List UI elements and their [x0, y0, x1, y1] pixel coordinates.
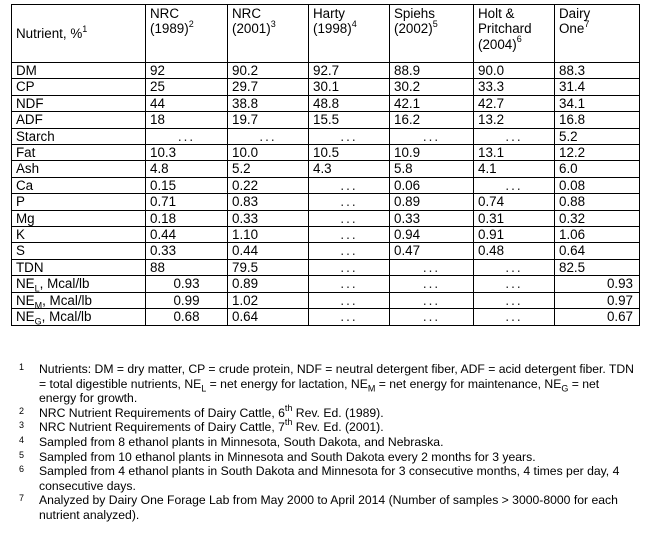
table-row	[12, 112, 640, 128]
table-row	[12, 161, 640, 177]
nutrient-header-footnote-ref: 1	[82, 23, 88, 34]
nutrient-unit: , Mcal/lb	[41, 309, 92, 325]
value-cell: 0.99	[146, 292, 228, 308]
footnote-text-segment: = net energy for growth.	[39, 376, 600, 406]
value-cell: 0.93	[146, 276, 228, 292]
value-cell: ...	[474, 276, 555, 292]
nutrient-name-cell	[12, 227, 146, 243]
value-cell: ...	[309, 227, 390, 243]
footnote-text	[39, 402, 639, 421]
nutrient-name: NE	[16, 276, 35, 292]
source-footnote-ref: 4	[351, 18, 357, 29]
table-row	[12, 227, 640, 243]
footnote	[11, 493, 639, 522]
value-cell: 4.1	[474, 161, 555, 177]
value-cell: 92.7	[309, 63, 390, 79]
value-cell: 10.5	[309, 145, 390, 161]
nutrient-name: NE	[16, 292, 35, 308]
value-cell: 0.83	[228, 194, 309, 210]
value-cell: 0.93	[555, 276, 640, 292]
value-cell: 18	[146, 112, 228, 128]
nutrient-name-cell	[12, 309, 146, 325]
source-header-line: NRC	[150, 6, 180, 21]
value-cell: 42.7	[474, 95, 555, 111]
value-cell: 12.2	[555, 145, 640, 161]
value-cell: 0.89	[228, 276, 309, 292]
value-cell: ...	[474, 259, 555, 275]
value-cell: 29.7	[228, 79, 309, 95]
value-cell: ...	[390, 309, 474, 325]
value-cell: 1.02	[228, 292, 309, 308]
nutrient-name-cell	[12, 63, 146, 79]
value-cell: 92	[146, 63, 228, 79]
value-cell: 88	[146, 259, 228, 275]
nutrient-name-cell	[12, 210, 146, 226]
source-footnote-ref: 7	[584, 18, 590, 29]
nutrient-header-label: Nutrient, %	[16, 26, 83, 42]
value-cell: ...	[474, 309, 555, 325]
value-cell: 42.1	[390, 95, 474, 111]
value-cell: 0.91	[474, 227, 555, 243]
value-cell: 13.1	[474, 145, 555, 161]
footnote-text-segment: G	[561, 383, 569, 394]
nutrient-name: Fat	[16, 145, 36, 161]
source-header-line: Holt &	[478, 6, 515, 21]
value-cell: 5.8	[390, 161, 474, 177]
footnote-number: 4	[19, 434, 25, 445]
footnote-text-segment: Analyzed by Dairy One Forage Lab from May 2000 to April 2014 (Number of samples > 3000-8000 for each nutrient analyzed).	[39, 493, 618, 522]
nutrient-name: P	[16, 194, 25, 210]
value-cell: ...	[146, 128, 228, 144]
table-header-row	[12, 5, 640, 63]
value-cell: 10.0	[228, 145, 309, 161]
value-cell: 31.4	[555, 79, 640, 95]
table-row	[12, 79, 640, 95]
footnote-text-segment: th	[284, 402, 293, 413]
footnote-text	[39, 464, 639, 493]
value-cell: ...	[309, 177, 390, 193]
value-cell: ...	[474, 292, 555, 308]
value-cell: 13.2	[474, 112, 555, 128]
source-header-harty-1998	[309, 5, 390, 63]
table-row	[12, 276, 640, 292]
nutrient-composition-table	[11, 4, 640, 326]
value-cell: 16.2	[390, 112, 474, 128]
footnote-text-segment: M	[367, 383, 376, 394]
table-row	[12, 292, 640, 308]
value-cell: 0.71	[146, 194, 228, 210]
source-header-line: Spiehs	[394, 6, 435, 21]
value-cell: 30.2	[390, 79, 474, 95]
table-row	[12, 210, 640, 226]
value-cell: 0.15	[146, 177, 228, 193]
source-header-line: Harty	[313, 6, 345, 21]
table-row	[12, 309, 640, 325]
footnote	[11, 402, 639, 421]
value-cell: 44	[146, 95, 228, 111]
nutrient-name-cell	[12, 161, 146, 177]
nutrient-table-container	[11, 4, 639, 326]
footnote	[11, 464, 639, 493]
nutrient-name-cell	[12, 243, 146, 259]
footnote-text	[39, 493, 639, 522]
value-cell: 4.8	[146, 161, 228, 177]
value-cell: 5.2	[555, 128, 640, 144]
table-row	[12, 128, 640, 144]
value-cell: 0.44	[146, 227, 228, 243]
value-cell: 6.0	[555, 161, 640, 177]
footnote-number: 5	[19, 449, 25, 460]
nutrient-name: K	[16, 227, 25, 243]
source-header-line: Pritchard	[478, 21, 532, 37]
table-row	[12, 243, 640, 259]
value-cell: 0.97	[555, 292, 640, 308]
value-cell: 82.5	[555, 259, 640, 275]
source-header-nrc-2001	[228, 5, 309, 63]
footnotes	[11, 362, 639, 523]
table-row	[12, 194, 640, 210]
nutrient-name-cell	[12, 276, 146, 292]
value-cell: 0.33	[146, 243, 228, 259]
table-row	[12, 63, 640, 79]
nutrient-name: Ca	[16, 177, 34, 193]
value-cell: 79.5	[228, 259, 309, 275]
footnote	[11, 435, 639, 450]
value-cell: 4.3	[309, 161, 390, 177]
value-cell: ...	[309, 194, 390, 210]
source-header-line: Dairy	[559, 6, 591, 21]
value-cell: ...	[390, 259, 474, 275]
value-cell: 16.8	[555, 112, 640, 128]
source-header-line: One	[559, 21, 585, 37]
value-cell: 88.3	[555, 63, 640, 79]
footnote-text-segment: Sampled from 10 ethanol plants in Minnesota and South Dakota every 2 months for 3 years.	[39, 449, 536, 464]
source-header-line: (2001)	[232, 21, 271, 37]
value-cell: ...	[309, 128, 390, 144]
nutrient-name: Starch	[16, 128, 55, 144]
value-cell: 30.1	[309, 79, 390, 95]
footnote-text-segment: L	[201, 383, 207, 394]
value-cell: 0.48	[474, 243, 555, 259]
nutrient-name-cell	[12, 292, 146, 308]
value-cell: 15.5	[309, 112, 390, 128]
value-cell: 0.47	[390, 243, 474, 259]
value-cell: 5.2	[228, 161, 309, 177]
value-cell: 0.33	[390, 210, 474, 226]
value-cell: 0.06	[390, 177, 474, 193]
footnote-text-segment: Rev. Ed. (2001).	[292, 420, 384, 435]
table-row	[12, 95, 640, 111]
value-cell: 0.88	[555, 194, 640, 210]
nutrient-name-cell	[12, 259, 146, 275]
value-cell: ...	[309, 243, 390, 259]
table-row	[12, 145, 640, 161]
source-header-spiehs-2002	[390, 5, 474, 63]
footnote-text-segment: NRC Nutrient Requirements of Dairy Cattle, 7	[39, 420, 285, 435]
value-cell: 38.8	[228, 95, 309, 111]
source-header-line: (1998)	[313, 21, 352, 37]
value-cell: 0.08	[555, 177, 640, 193]
footnote-text-segment: Nutrients: DM = dry matter, CP = crude protein, NDF = neutral detergent fiber, ADF = acid detergent fiber. TDN = total digestible nutrients, NE	[39, 362, 634, 391]
value-cell: 0.94	[390, 227, 474, 243]
footnote	[11, 450, 639, 465]
source-header-line: (2004)	[478, 36, 517, 52]
footnote-number: 7	[19, 493, 25, 504]
source-header-line: (1989)	[150, 21, 189, 37]
source-footnote-ref: 3	[270, 18, 276, 29]
value-cell: ...	[309, 292, 390, 308]
value-cell: ...	[228, 128, 309, 144]
table-row	[12, 259, 640, 275]
nutrient-name: CP	[16, 79, 35, 95]
value-cell: 90.0	[474, 63, 555, 79]
value-cell: ...	[474, 177, 555, 193]
value-cell: 1.10	[228, 227, 309, 243]
nutrient-name: ADF	[16, 112, 43, 128]
source-header-line: (2002)	[394, 21, 433, 37]
footnote-text-segment: NRC Nutrient Requirements of Dairy Cattle, 6	[39, 405, 285, 420]
value-cell: 90.2	[228, 63, 309, 79]
footnote-text-segment: = net energy for maintenance, NE	[375, 376, 562, 391]
nutrient-name-cell	[12, 95, 146, 111]
value-cell: ...	[309, 210, 390, 226]
nutrient-name-subscript: M	[34, 300, 43, 309]
value-cell: ...	[309, 276, 390, 292]
footnote-number: 1	[19, 362, 25, 372]
source-footnote-ref: 6	[516, 34, 522, 45]
value-cell: 48.8	[309, 95, 390, 111]
nutrient-name: Mg	[16, 210, 35, 226]
value-cell: ...	[309, 259, 390, 275]
source-header-holt-pritchard-2004	[474, 5, 555, 63]
table-body	[12, 63, 640, 326]
value-cell: 0.32	[555, 210, 640, 226]
value-cell: ...	[309, 309, 390, 325]
footnote-number: 3	[19, 420, 25, 431]
nutrient-name-subscript: G	[34, 316, 42, 325]
nutrient-name: Ash	[16, 161, 40, 177]
value-cell: 34.1	[555, 95, 640, 111]
nutrient-unit: , Mcal/lb	[39, 276, 90, 292]
source-header-line: NRC	[232, 6, 262, 21]
nutrient-name-cell	[12, 177, 146, 193]
footnote-text-segment: Rev. Ed. (1989).	[292, 405, 384, 420]
source-footnote-ref: 2	[188, 18, 194, 29]
footnote-number: 6	[19, 464, 25, 475]
footnote-text	[39, 450, 639, 465]
value-cell: ...	[390, 128, 474, 144]
footnote-text	[39, 435, 639, 450]
value-cell: 19.7	[228, 112, 309, 128]
value-cell: 10.3	[146, 145, 228, 161]
value-cell: 88.9	[390, 63, 474, 79]
footnote-text-segment: th	[284, 417, 293, 428]
footnote-text	[39, 362, 639, 406]
value-cell: 0.64	[555, 243, 640, 259]
source-footnote-ref: 5	[432, 18, 438, 29]
value-cell: 0.89	[390, 194, 474, 210]
source-header-dairy-one	[555, 5, 640, 63]
footnote-text-segment: Sampled from 4 ethanol plants in South Dakota and Minnesota for 3 consecutive months, 4 times per day, 4 consecutive days.	[39, 464, 620, 493]
nutrient-name: TDN	[16, 259, 44, 275]
value-cell: 0.67	[555, 309, 640, 325]
nutrient-name-cell	[12, 194, 146, 210]
footnote-text-segment: Sampled from 8 ethanol plants in Minnesota, South Dakota, and Nebraska.	[39, 434, 444, 449]
nutrient-name-cell	[12, 79, 146, 95]
nutrient-name: NE	[16, 309, 35, 325]
value-cell: 0.33	[228, 210, 309, 226]
value-cell: 0.64	[228, 309, 309, 325]
footnote-number: 2	[19, 405, 25, 416]
nutrient-name-cell	[12, 128, 146, 144]
value-cell: 1.06	[555, 227, 640, 243]
nutrient-name-cell	[12, 112, 146, 128]
nutrient-name: NDF	[16, 95, 44, 111]
footnote	[11, 362, 639, 406]
value-cell: ...	[390, 276, 474, 292]
nutrient-unit: , Mcal/lb	[42, 292, 92, 308]
nutrient-name: S	[16, 243, 25, 259]
nutrient-name-subscript: L	[34, 283, 40, 293]
value-cell: 0.22	[228, 177, 309, 193]
value-cell: 10.9	[390, 145, 474, 161]
source-header-nrc-1989	[146, 5, 228, 63]
value-cell: 0.74	[474, 194, 555, 210]
nutrient-name-cell	[12, 145, 146, 161]
value-cell: 25	[146, 79, 228, 95]
table-row	[12, 177, 640, 193]
value-cell: 0.68	[146, 309, 228, 325]
value-cell: ...	[390, 292, 474, 308]
nutrient-column-header	[12, 5, 146, 63]
value-cell: 33.3	[474, 79, 555, 95]
value-cell: 0.18	[146, 210, 228, 226]
value-cell: ...	[474, 128, 555, 144]
footnote-text-segment: = net energy for lactation, NE	[206, 376, 368, 391]
value-cell: 0.44	[228, 243, 309, 259]
footnote	[11, 417, 639, 435]
value-cell: 0.31	[474, 210, 555, 226]
nutrient-name: DM	[16, 63, 37, 78]
footnote-text	[39, 417, 639, 435]
